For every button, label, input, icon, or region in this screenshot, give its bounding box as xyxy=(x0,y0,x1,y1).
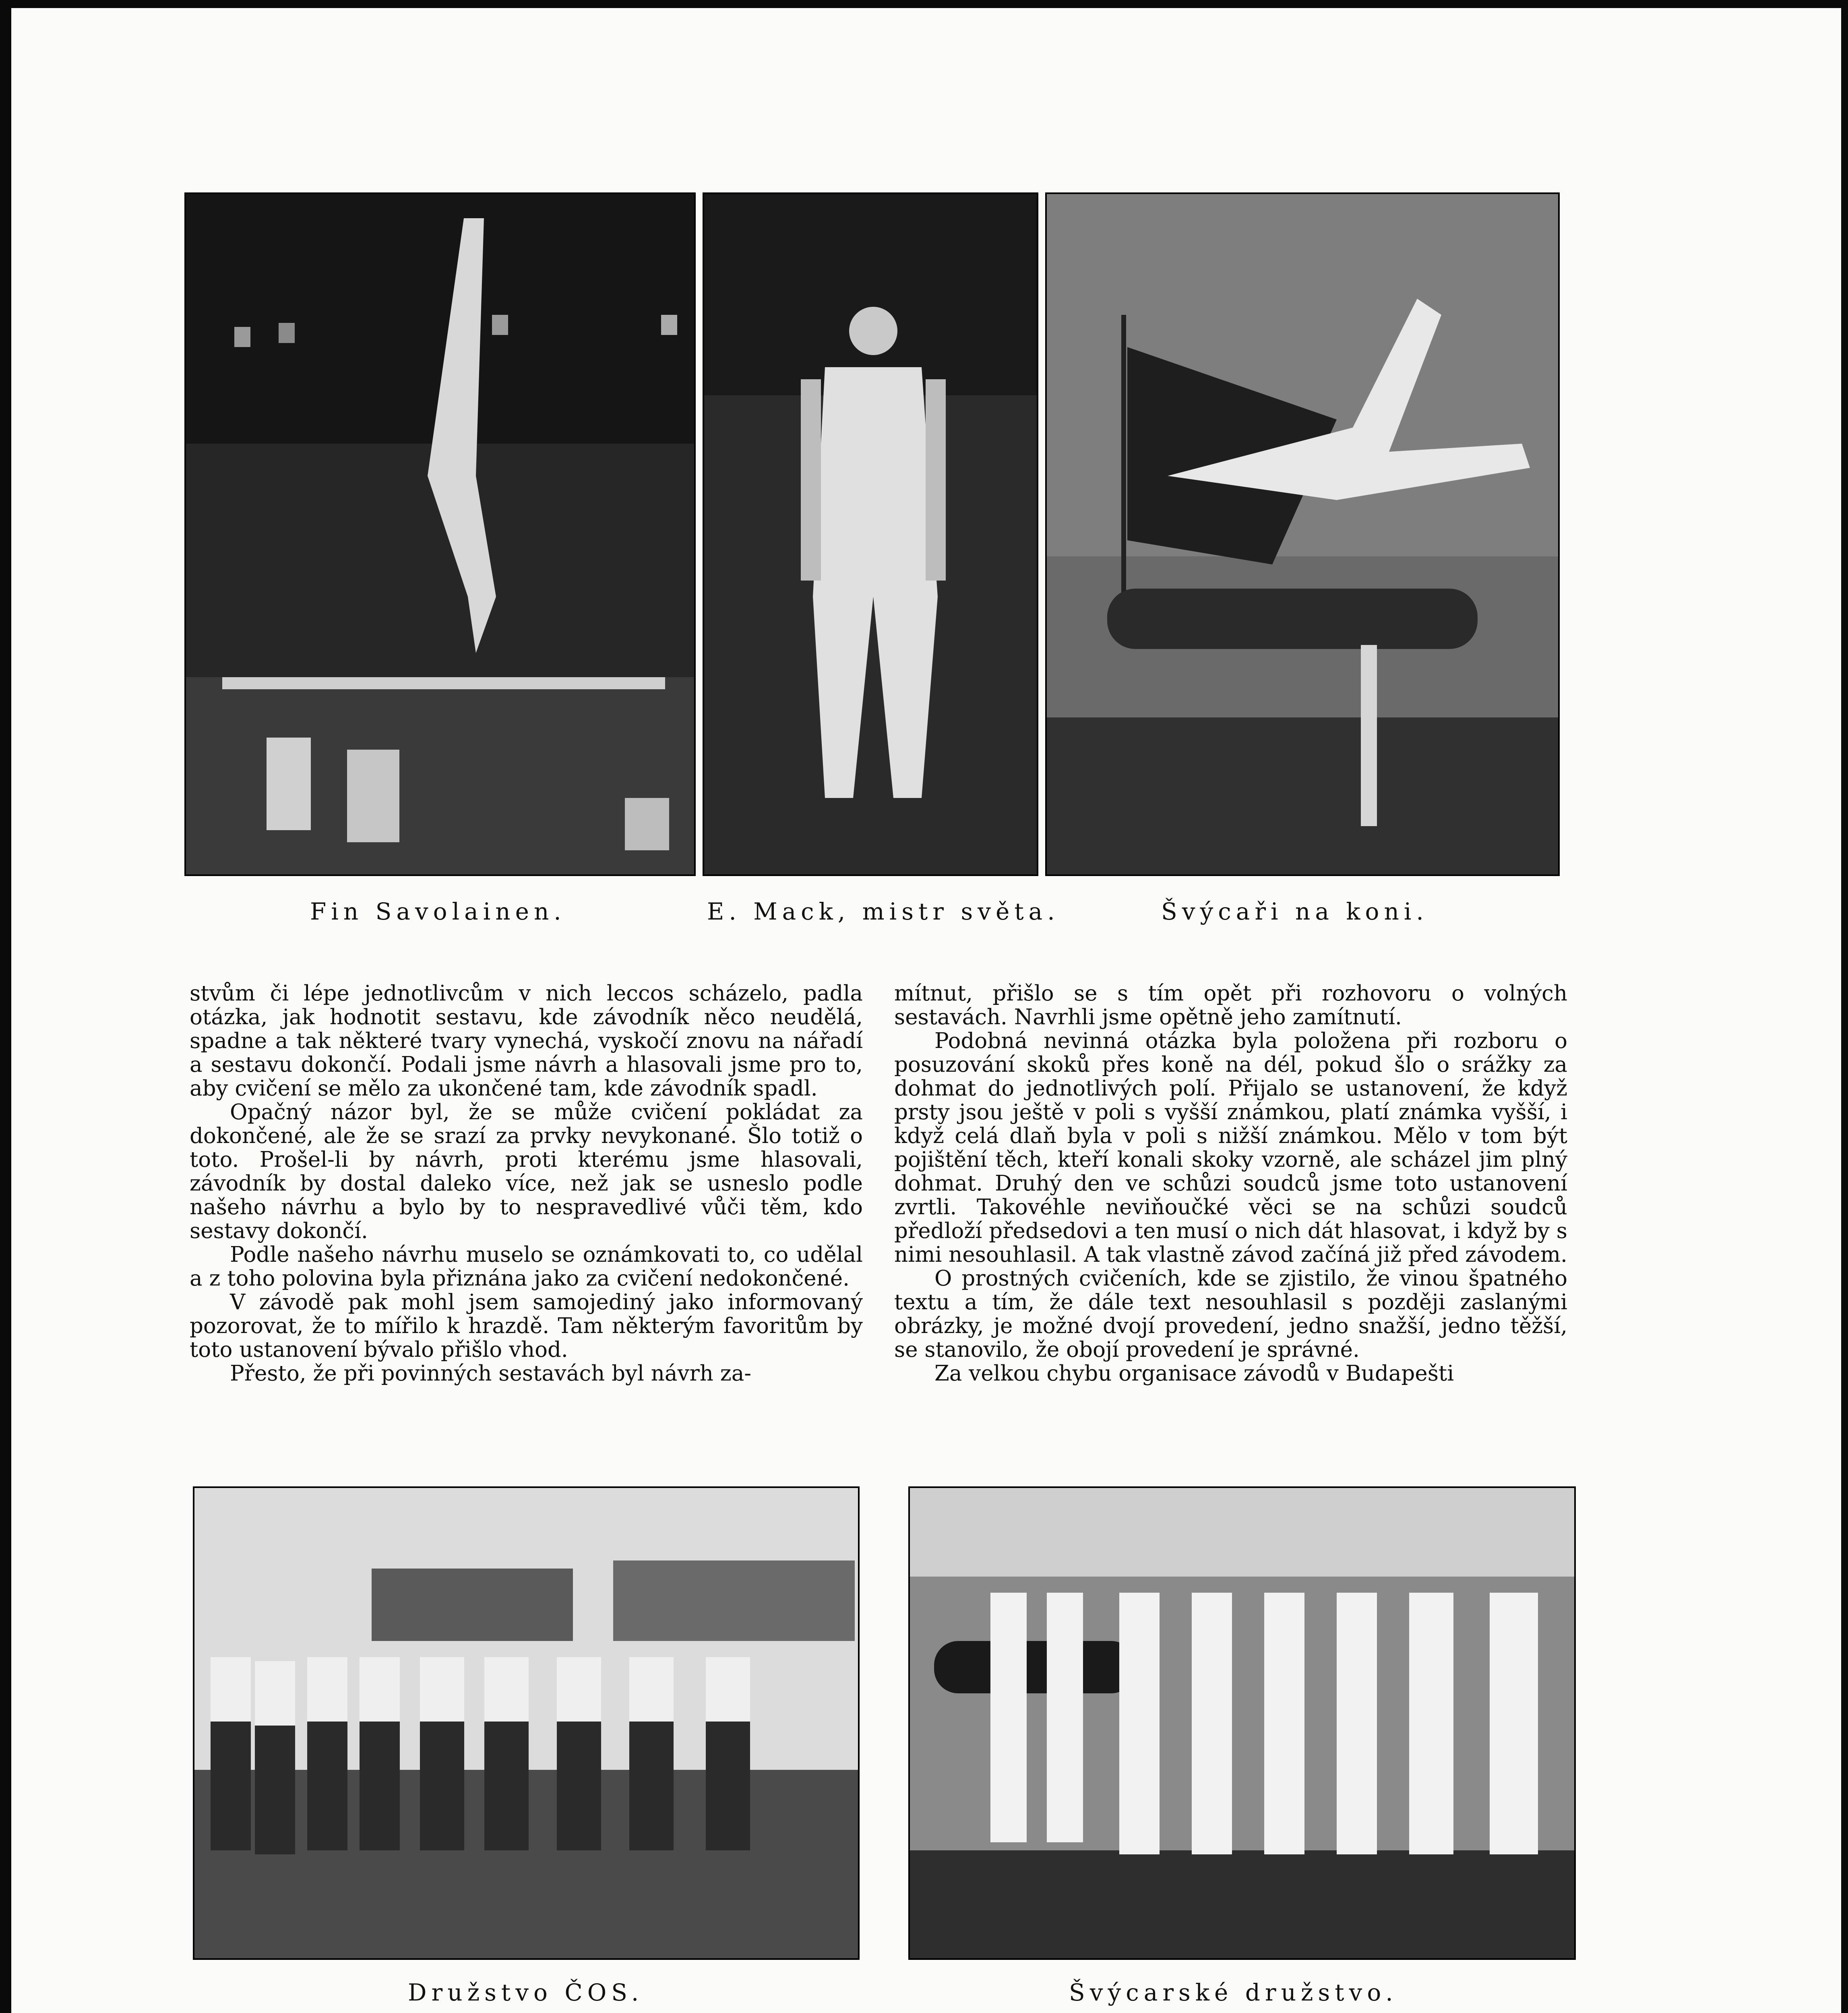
photo-swiss-pommel-horse xyxy=(1045,192,1560,876)
caption-mack: E. Mack, mistr světa. xyxy=(707,898,1060,925)
paragraph: O prostných cvičeních, kde se zjistilo, že vinou špatného textu a tím, že dále text nesouhlasil s později zaslanými obrázky, je možné dvojí provedení, jedno snažší, jedno těžší, se stanovilo, že obojí provedení je správné. xyxy=(894,1266,1567,1362)
article-right-column xyxy=(894,982,1567,1385)
paragraph: Opačný názor byl, že se může cvičení pokládat za dokončené, ale že se srazí za prvky nevykonané. Šlo totiž o toto. Prošel-li by návrh, proti kterému jsme hlasovali, závodník by dostal daleko více, než jak se usneslo podle našeho návrhu a bylo by to nespravedlivé vůči těm, kdo sestavy dokončí. xyxy=(190,1100,863,1243)
paragraph: stvům či lépe jednotlivcům v nich leccos scházelo, padla otázka, jak hodnotit sestavu, kde závodník něco neudělá, spadne a tak některé tvary vynechá, vyskočí znovu na nářadí a sestavu dokončí. Podali jsme návrh a hlasovali jsme pro to, aby cvičení se mělo za ukončené tam, kde závodník spadl. xyxy=(190,981,863,1101)
caption-swiss-team: Švýcarské družstvo. xyxy=(1069,1979,1398,2006)
photo-swiss-team xyxy=(908,1486,1576,1960)
photo-cos-team xyxy=(193,1486,860,1960)
caption-cos-team: Družstvo ČOS. xyxy=(408,1979,644,2006)
paragraph: Přesto, že při povinných sestavách byl návrh za- xyxy=(230,1361,752,1386)
photo-savolainen-high-bar xyxy=(184,192,696,876)
photo-mack-world-champion xyxy=(703,192,1038,876)
paragraph: Za velkou chybu organisace závodů v Budapešti xyxy=(934,1361,1454,1386)
caption-swiss-horse: Švýcaři na koni. xyxy=(1161,898,1428,925)
paragraph: V závodě pak mohl jsem samojediný jako informovaný pozorovat, že to mířilo k hrazdě. Tam některým favoritům by toto ustanovení bývalo přišlo vhod. xyxy=(190,1290,863,1362)
magazine-page xyxy=(11,8,1841,2013)
caption-savolainen: Fin Savolainen. xyxy=(310,898,566,925)
paragraph: Podobná nevinná otázka byla položena při rozboru o posuzování skoků přes koně na dél, pokud šlo o srážky za dohmat do jednotlivých polí. Přijalo se ustanovení, že když prsty jsou ještě v poli s vyšší známkou, platí známka vyšší, i když celá dlaň byla v poli s nižší známkou. Mělo v tom být pojištění těch, kteří konali skoky vzorně, ale scházel jim plný dohmat. Druhý den ve schůzi soudců jsme toto ustanovení zvrtli. Takovéhle neviňoučké věci se na schůzi soudců předloží předsedovi a ten musí o nich dát hlasovat, i když by s nimi nesouhlasil. A tak vlastně závod začíná již před závodem. xyxy=(894,1029,1567,1267)
paragraph: mítnut, přišlo se s tím opět při rozhovoru o volných sestavách. Navrhli jsme opětně jeho zamítnutí. xyxy=(894,981,1567,1029)
article-left-column xyxy=(190,982,863,1385)
paragraph: Podle našeho návrhu muselo se oznámkovati to, co udělal a z toho polovina byla přiznána jako za cvičení nedokončené. xyxy=(190,1242,863,1291)
